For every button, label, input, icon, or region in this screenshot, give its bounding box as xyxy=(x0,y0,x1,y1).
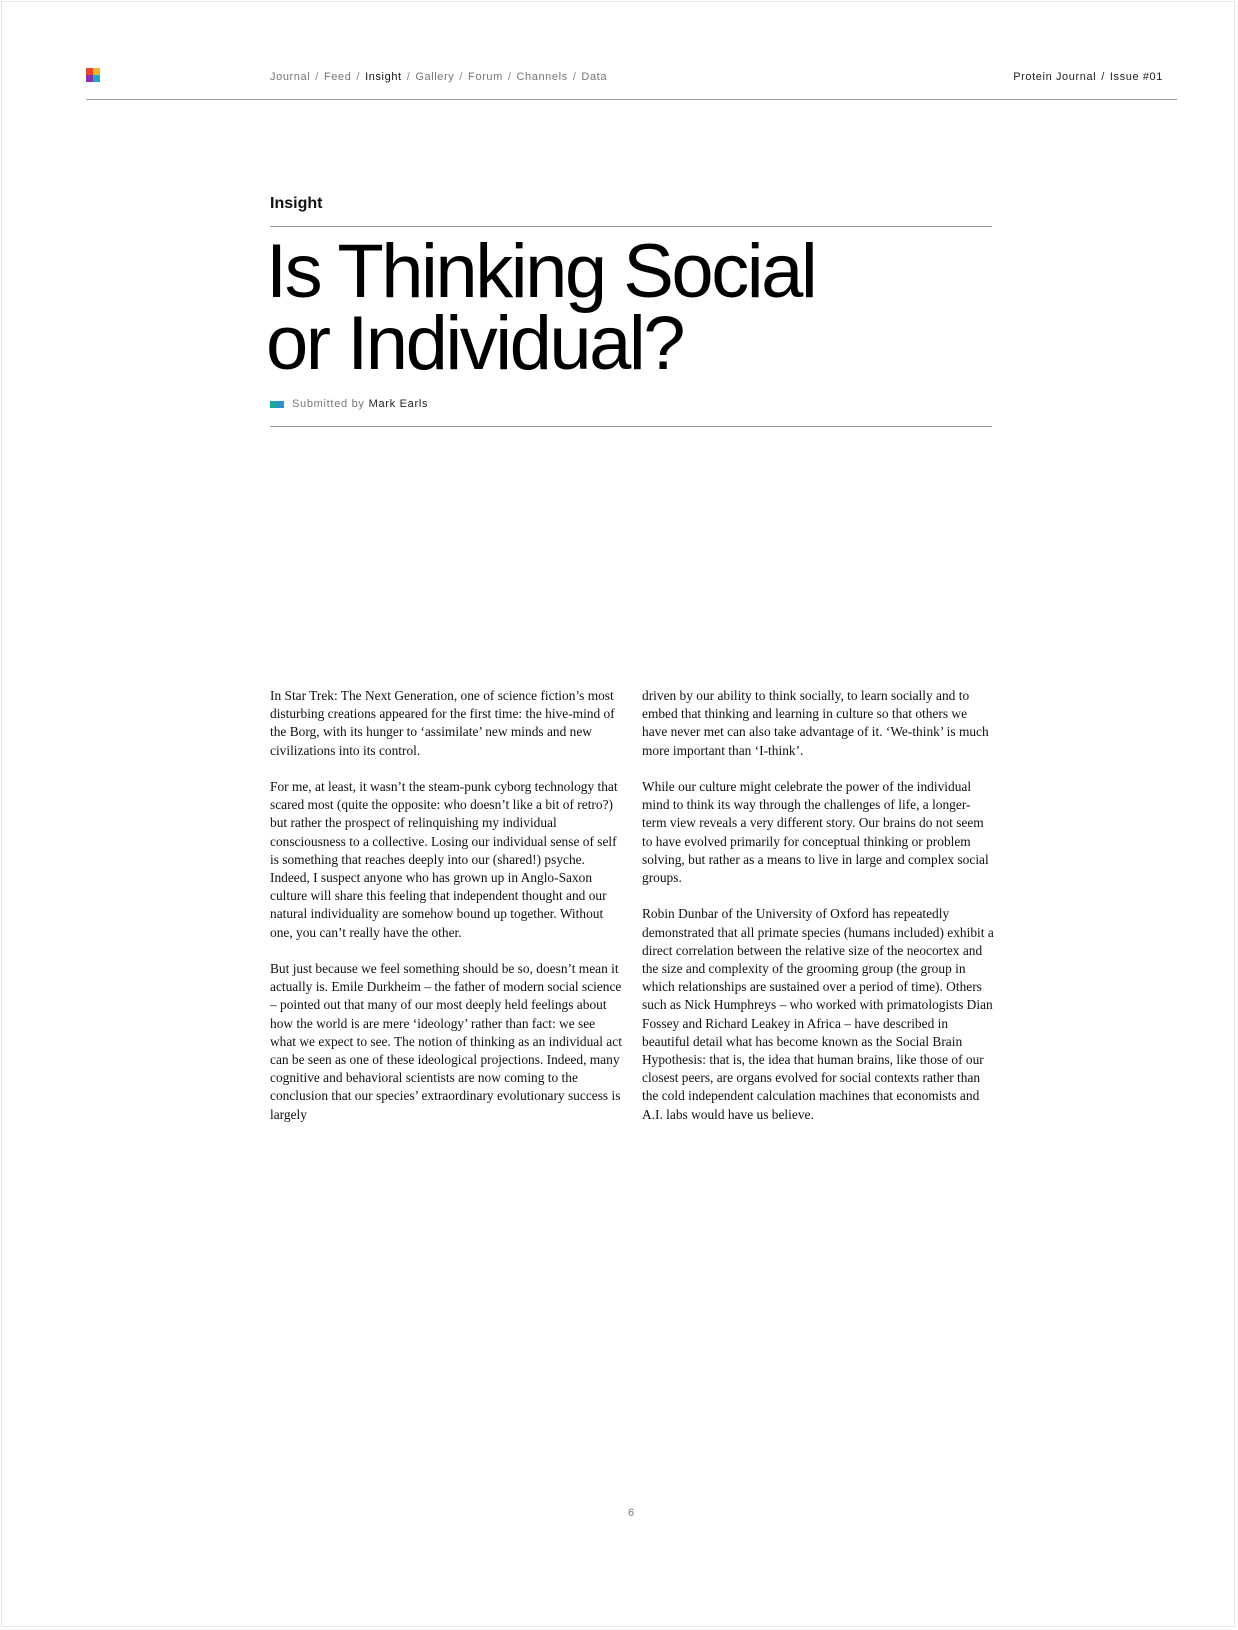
logo-square-2 xyxy=(93,68,100,75)
breadcrumb-nav xyxy=(270,71,607,83)
nav-separator: / xyxy=(459,71,464,83)
byline-swatch-2 xyxy=(277,401,284,408)
article-paragraph: Robin Dunbar of the University of Oxford has repeatedly demonstrated that all primate species (humans included) exhibit a direct correlation between the relative size of the neocortex and the size and complexity of the grooming group (the group in which relationships are sustained over a period of time). Others such as Nick Humphreys – who worked with primatologists Dian Fossey and Richard Leakey in Africa – have described in beautiful detail what has become known as the Social Brain Hypothesis: that is, the idea that human brains, like those of our closest peers, are organs evolved for social contexts rather than the cold independent calculation machines that economists and A.I. labs would have us believe. xyxy=(642,906,994,1122)
byline-color-icon xyxy=(270,401,284,408)
article-paragraph: driven by our ability to think socially, to learn socially and to embed that thinking and learning in culture so that others we have never met can also take advantage of it. ‘We-think’ is much more important than ‘I-think’. xyxy=(642,688,989,758)
nav-separator: / xyxy=(315,71,319,83)
article-paragraph: But just because we feel something should be so, doesn’t mean it actually is. Emile Durkheim – the father of modern social science – pointed out that many of our most deeply held feelings about how the world is are mere ‘ideology’ rather than fact: we see what we expect to see. The notion of thinking as an individual act can be seen as one of these ideological projections. Indeed, many cognitive and behavioral scientists are now coming to the conclusion that our species’ extraordinary evolutionary success is largely xyxy=(270,961,622,1122)
byline-divider xyxy=(270,426,992,427)
nav-separator: / xyxy=(356,71,361,83)
title-line-1: Is Thinking Social xyxy=(266,229,816,314)
nav-separator: / xyxy=(406,71,411,83)
header-divider xyxy=(86,99,1177,100)
nav-link-journal[interactable]: Journal xyxy=(270,71,311,83)
publication-name: Protein Journal xyxy=(1013,71,1097,83)
article-column-left xyxy=(270,687,622,1142)
article-title xyxy=(266,229,986,386)
logo-square-4 xyxy=(93,75,100,82)
nav-link-forum[interactable]: Forum xyxy=(468,71,503,83)
nav-separator: / xyxy=(507,71,512,83)
byline xyxy=(270,398,428,410)
nav-link-gallery[interactable]: Gallery xyxy=(415,71,455,83)
section-divider xyxy=(270,226,992,227)
author-name[interactable]: Mark Earls xyxy=(368,398,429,410)
issue-number: Issue #01 xyxy=(1109,71,1163,83)
nav-link-insight[interactable]: Insight xyxy=(365,71,402,83)
nav-link-data[interactable]: Data xyxy=(581,71,608,83)
protein-logo-icon[interactable] xyxy=(86,68,100,82)
issue-label xyxy=(1013,71,1163,83)
logo-square-1 xyxy=(86,68,93,75)
nav-separator: / xyxy=(572,71,577,83)
byline-swatch-1 xyxy=(270,401,277,408)
title-line-2: or Individual? xyxy=(266,301,684,386)
nav-link-channels[interactable]: Channels xyxy=(516,71,568,83)
issue-separator: / xyxy=(1101,71,1105,83)
logo-square-3 xyxy=(86,75,93,82)
byline-prefix: Submitted by xyxy=(292,398,365,410)
article-column-right xyxy=(642,687,994,1142)
section-label: Insight xyxy=(270,195,323,212)
article-paragraph: In Star Trek: The Next Generation, one of science fiction’s most disturbing creations appeared for the first time: the hive-mind of the Borg, with its hunger to ‘assimilate’ new minds and new civilizations into its control. xyxy=(270,688,615,758)
article-paragraph: While our culture might celebrate the power of the individual mind to think its way through the challenges of life, a longer-term view reveals a very different story. Our brains do not seem to have evolved primarily for conceptual thinking or problem solving, but rather as a means to live in large and complex social groups. xyxy=(642,779,989,886)
page-number: 6 xyxy=(627,1507,635,1519)
nav-link-feed[interactable]: Feed xyxy=(323,71,352,83)
article-paragraph: For me, at least, it wasn’t the steam-punk cyborg technology that scared most (quite the opposite: who doesn’t like a bit of retro?) but rather the prospect of relinquishing my individual consciousness to a collective. Losing our individual sense of self is something that reaches deeply into our (shared!) psyche. Indeed, I suspect anyone who has grown up in Anglo-Saxon culture will share this feeling that independent thought and our natural individuality are somehow bound up together. Without one, you can’t really have the other. xyxy=(270,779,618,940)
